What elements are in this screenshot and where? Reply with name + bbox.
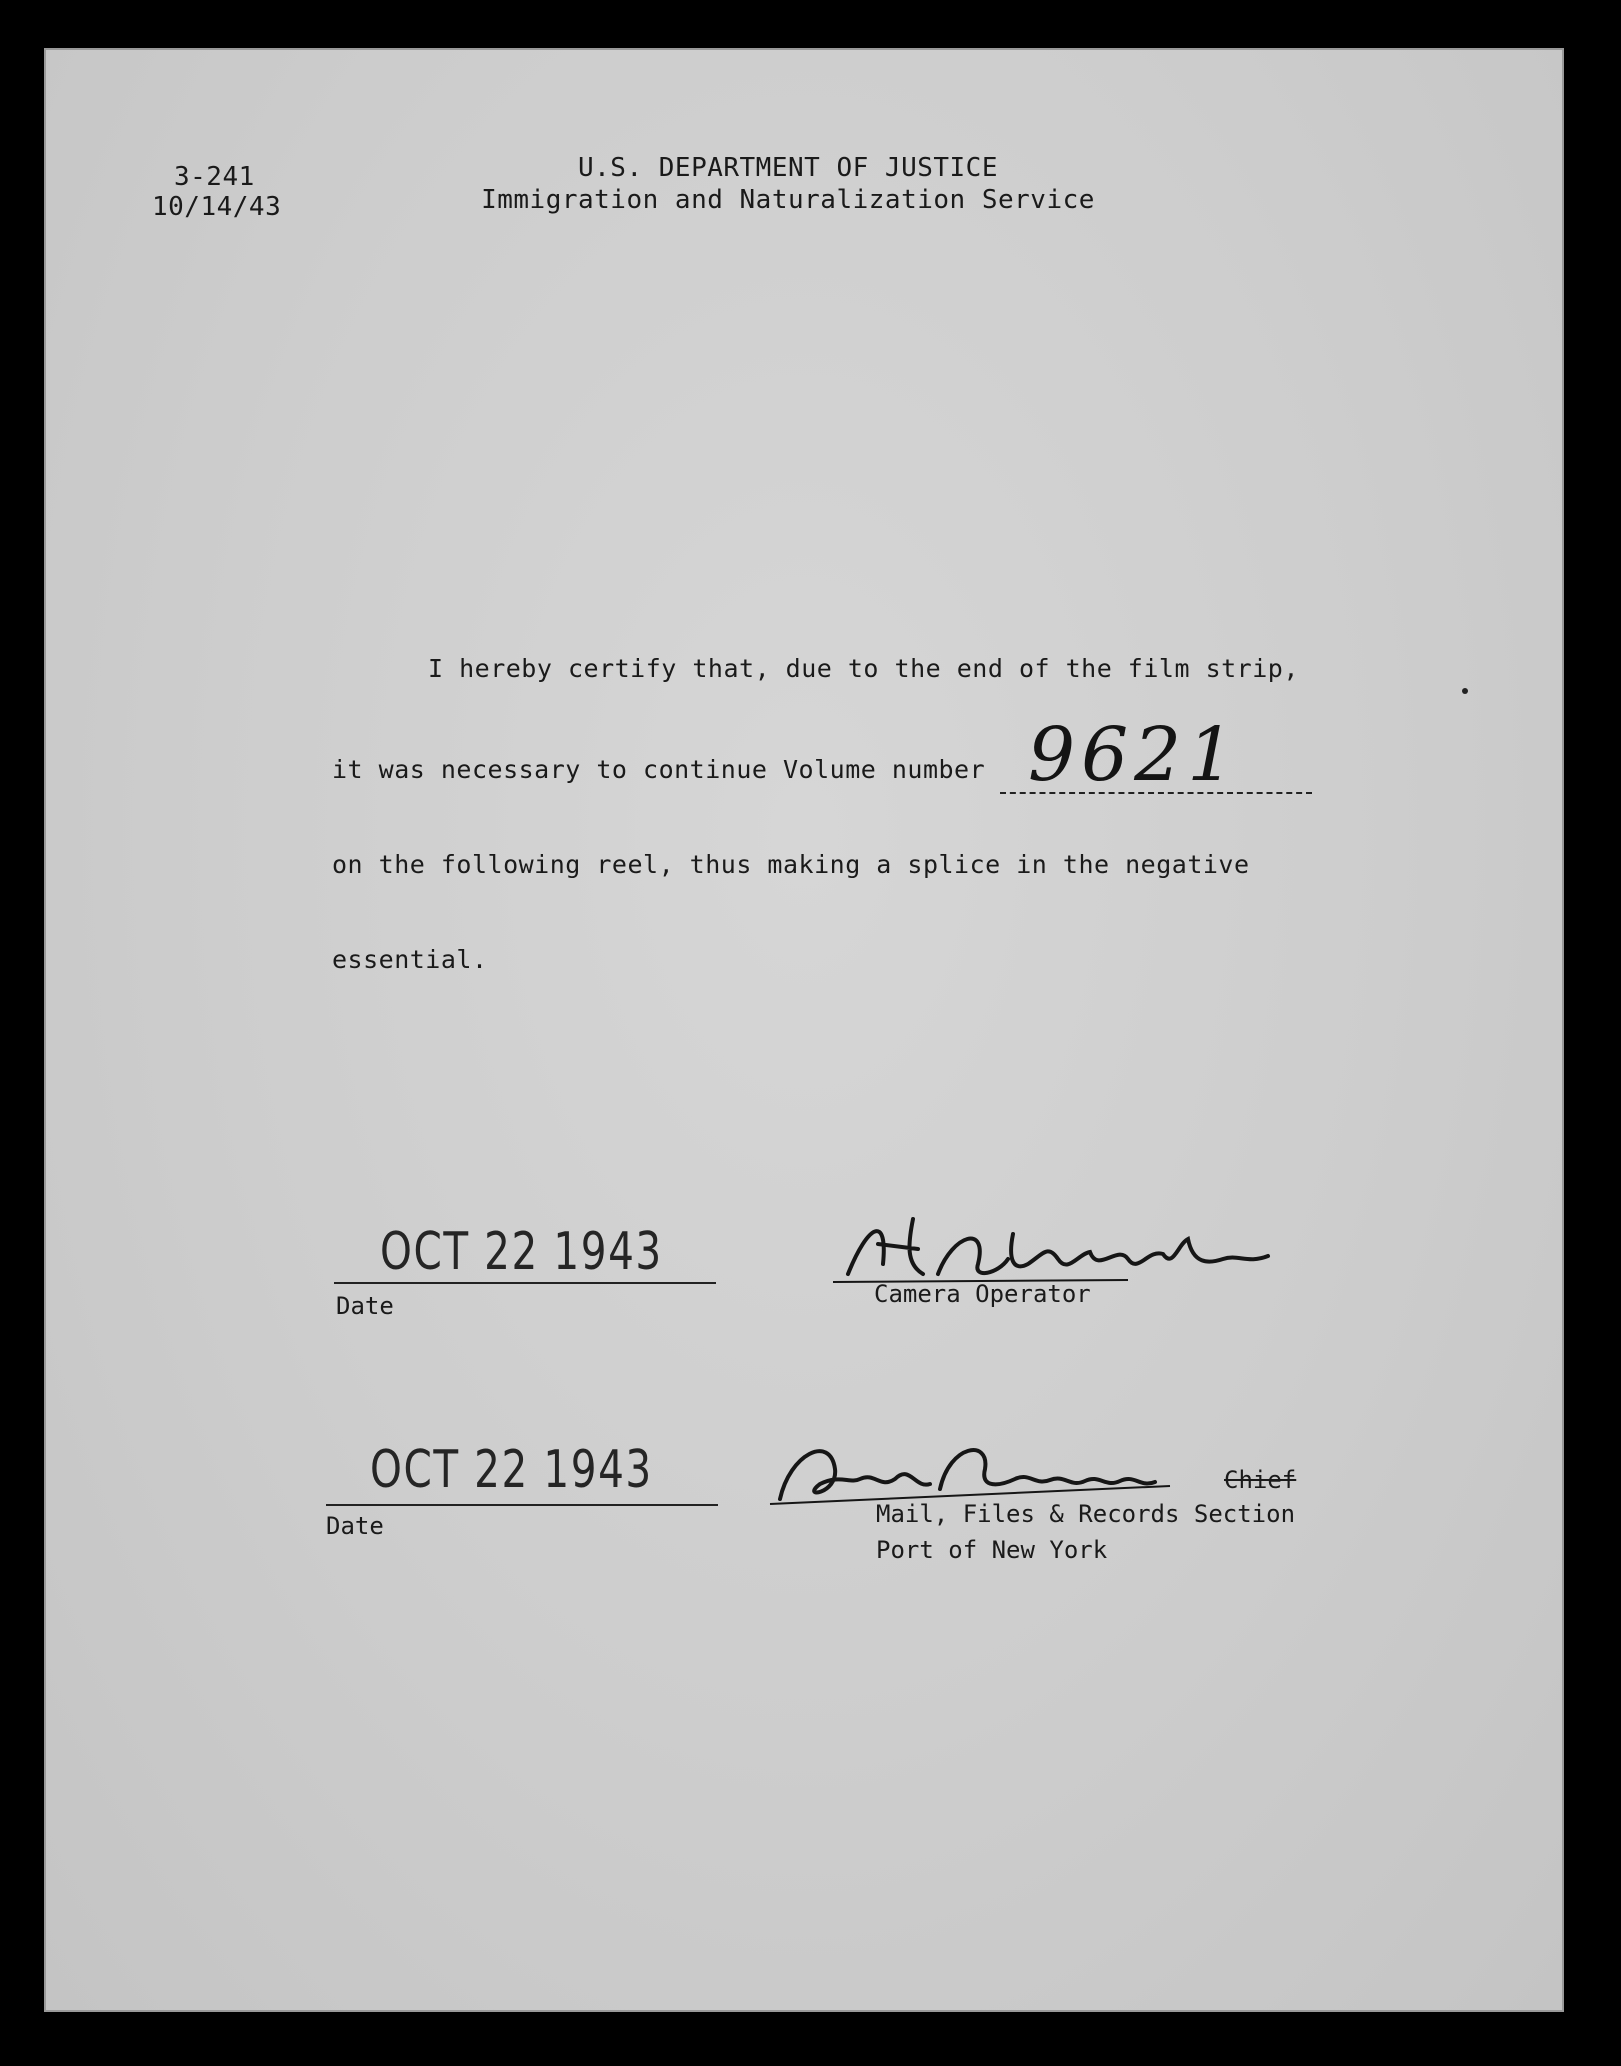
form-number-block bbox=[152, 162, 281, 222]
service-name: Immigration and Naturalization Service bbox=[481, 185, 1095, 215]
certificate-line-2: it was necessary to continue Volume number bbox=[332, 755, 986, 784]
operator-date-line bbox=[334, 1282, 716, 1284]
letterhead bbox=[338, 152, 1238, 216]
volume-number-handwritten: 9621 bbox=[1028, 712, 1241, 798]
paper-speck bbox=[1462, 688, 1468, 694]
operator-title: Camera Operator bbox=[874, 1280, 1091, 1308]
form-date: 10/14/43 bbox=[152, 192, 282, 222]
chief-date-stamp: OCT 22 1943 bbox=[370, 1440, 653, 1500]
operator-date-label: Date bbox=[336, 1292, 394, 1320]
form-number: 3-241 bbox=[174, 162, 255, 192]
chief-title-line-1: Mail, Files & Records Section bbox=[876, 1500, 1296, 1528]
certificate-line-3: on the following reel, thus making a splice in the negative bbox=[332, 850, 1250, 879]
chief-date-label: Date bbox=[326, 1512, 384, 1540]
certificate-line-1: I hereby certify that, due to the end of the film strip, bbox=[428, 654, 1299, 683]
chief-title-struck: Chief bbox=[1224, 1466, 1297, 1494]
operator-date-stamp: OCT 22 1943 bbox=[380, 1222, 663, 1282]
certificate-line-4: essential. bbox=[332, 945, 488, 974]
document-page bbox=[44, 48, 1564, 2012]
chief-title-line-2: Port of New York bbox=[876, 1536, 1108, 1564]
chief-date-line bbox=[326, 1504, 718, 1506]
department-name: U.S. DEPARTMENT OF JUSTICE bbox=[578, 153, 998, 183]
